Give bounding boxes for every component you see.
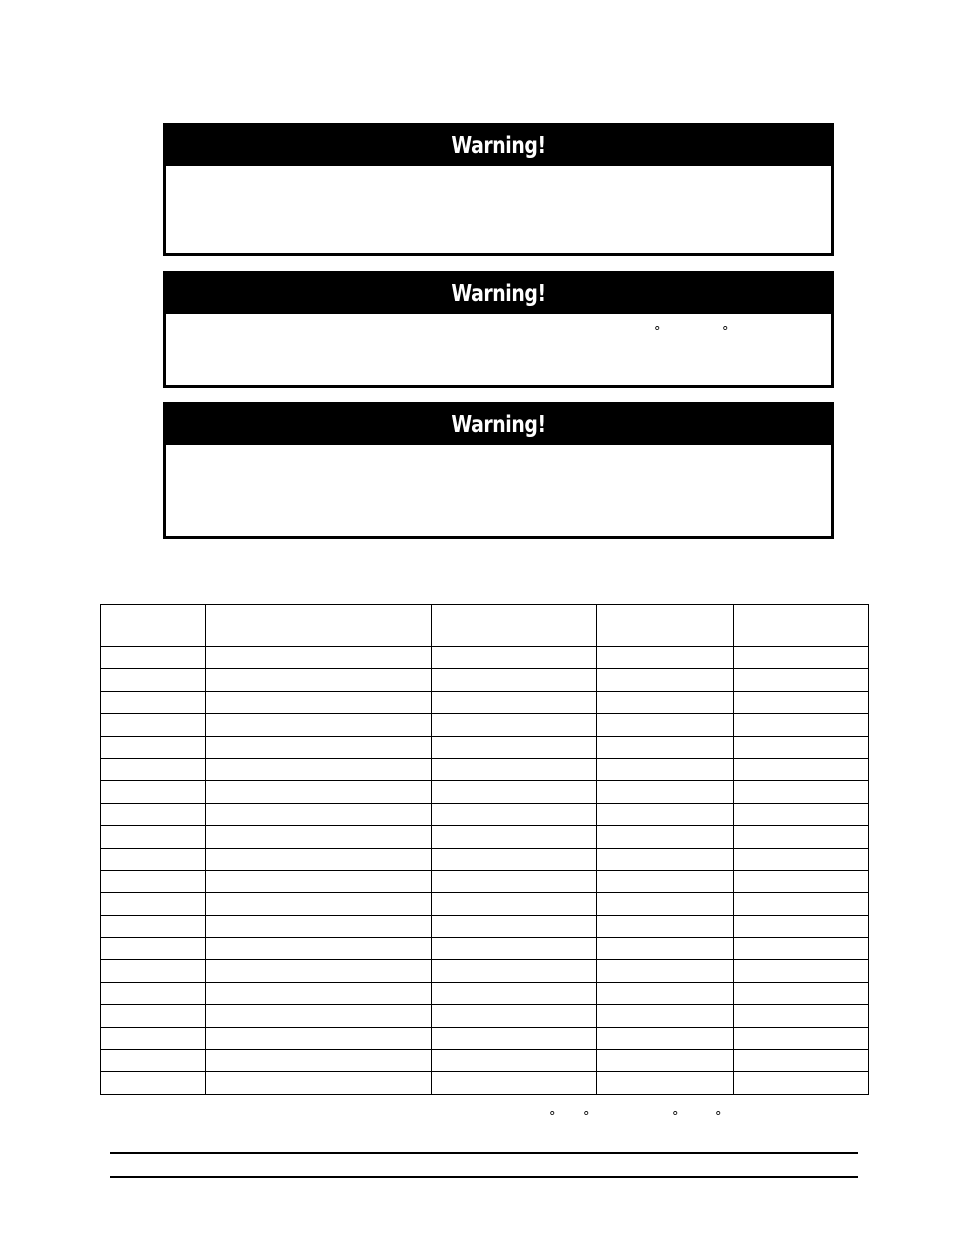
warning-title: Warning! (451, 133, 546, 159)
table-cell (206, 781, 432, 803)
table-cell (206, 915, 432, 937)
table-cell (597, 714, 734, 736)
warning-box-1 (163, 123, 834, 256)
table-cell (734, 893, 869, 915)
table-cell (206, 982, 432, 1004)
table-body (101, 647, 869, 1095)
table-cell (432, 803, 597, 825)
table-cell (101, 915, 206, 937)
table-cell (432, 669, 597, 691)
warning-body (166, 314, 831, 385)
table-cell (597, 669, 734, 691)
degree-symbol: ° (722, 325, 729, 340)
warning-header (166, 274, 831, 314)
warning-box-3 (163, 402, 834, 539)
table-cell (734, 781, 869, 803)
table-cell (206, 1072, 432, 1094)
table-cell (597, 826, 734, 848)
table-cell (734, 803, 869, 825)
table-row (101, 714, 869, 736)
table-cell (432, 758, 597, 780)
table-header-row (101, 605, 869, 647)
table-cell (734, 1005, 869, 1027)
table-row (101, 960, 869, 982)
degree-symbol: ° (549, 1110, 556, 1125)
warning-title: Warning! (451, 412, 546, 438)
table-row (101, 691, 869, 713)
table-cell (432, 826, 597, 848)
table-cell (734, 1050, 869, 1072)
table-row (101, 1072, 869, 1094)
table-header-cell (597, 605, 734, 647)
table-header-cell (101, 605, 206, 647)
table-cell (597, 736, 734, 758)
table-cell (101, 1072, 206, 1094)
table-cell (206, 960, 432, 982)
table-cell (206, 803, 432, 825)
table-row (101, 803, 869, 825)
table-cell (206, 938, 432, 960)
table-cell (206, 1050, 432, 1072)
table-cell (101, 803, 206, 825)
table-cell (101, 1050, 206, 1072)
table-cell (432, 647, 597, 669)
table-cell (432, 736, 597, 758)
table-cell (597, 982, 734, 1004)
table-cell (101, 691, 206, 713)
table-header-cell (734, 605, 869, 647)
warning-title: Warning! (451, 281, 546, 307)
horizontal-rule (110, 1176, 858, 1178)
table-cell (101, 982, 206, 1004)
table-cell (734, 870, 869, 892)
degree-symbol: ° (654, 325, 661, 340)
table-row (101, 915, 869, 937)
table-cell (206, 848, 432, 870)
degree-symbol: ° (715, 1110, 722, 1125)
table-cell (432, 870, 597, 892)
table-row (101, 647, 869, 669)
table-row (101, 826, 869, 848)
table-cell (597, 870, 734, 892)
table-cell (101, 893, 206, 915)
table-cell (597, 1005, 734, 1027)
table-cell (734, 714, 869, 736)
table-cell (597, 647, 734, 669)
table-row (101, 938, 869, 960)
table-cell (597, 691, 734, 713)
table-row (101, 893, 869, 915)
table-cell (734, 758, 869, 780)
table-cell (101, 938, 206, 960)
table-cell (432, 938, 597, 960)
data-table (100, 604, 869, 1095)
table-cell (734, 647, 869, 669)
table-cell (597, 960, 734, 982)
table-cell (432, 915, 597, 937)
table-cell (101, 1027, 206, 1049)
table-cell (432, 960, 597, 982)
table-cell (734, 982, 869, 1004)
table-cell (734, 960, 869, 982)
horizontal-rule (110, 1152, 858, 1154)
degree-symbol: ° (672, 1110, 679, 1125)
table-cell (597, 915, 734, 937)
table-cell (206, 714, 432, 736)
table-cell (597, 1072, 734, 1094)
table-row (101, 669, 869, 691)
table-cell (597, 938, 734, 960)
table-row (101, 1027, 869, 1049)
table-cell (101, 960, 206, 982)
table-cell (101, 848, 206, 870)
table-cell (597, 893, 734, 915)
table-row (101, 848, 869, 870)
table-cell (101, 781, 206, 803)
table-cell (597, 803, 734, 825)
table-cell (206, 1027, 432, 1049)
footnote-line (0, 1111, 954, 1127)
table-cell (206, 691, 432, 713)
table-cell (734, 915, 869, 937)
table-cell (101, 1005, 206, 1027)
table-cell (206, 893, 432, 915)
table-cell (101, 669, 206, 691)
table-cell (432, 781, 597, 803)
table-cell (206, 870, 432, 892)
table-cell (101, 758, 206, 780)
warning-body (166, 166, 831, 253)
table-cell (432, 982, 597, 1004)
table-cell (734, 826, 869, 848)
table-cell (432, 691, 597, 713)
table-row (101, 982, 869, 1004)
table-cell (734, 1027, 869, 1049)
table-cell (206, 1005, 432, 1027)
table-cell (432, 714, 597, 736)
table-cell (597, 758, 734, 780)
table-cell (432, 893, 597, 915)
table-cell (734, 669, 869, 691)
table-cell (101, 826, 206, 848)
table-cell (734, 736, 869, 758)
table-cell (597, 781, 734, 803)
table-cell (597, 1050, 734, 1072)
table-cell (206, 736, 432, 758)
table-row (101, 870, 869, 892)
table-cell (206, 758, 432, 780)
table-cell (101, 647, 206, 669)
degree-symbol: ° (583, 1110, 590, 1125)
table-cell (734, 938, 869, 960)
table-row (101, 1050, 869, 1072)
table-cell (206, 826, 432, 848)
table-cell (597, 1027, 734, 1049)
table-cell (432, 1050, 597, 1072)
table-cell (101, 714, 206, 736)
table-cell (734, 691, 869, 713)
table-cell (432, 1027, 597, 1049)
table-row (101, 781, 869, 803)
table-cell (101, 870, 206, 892)
table-row (101, 736, 869, 758)
table-cell (206, 669, 432, 691)
table-row (101, 758, 869, 780)
table-header-cell (432, 605, 597, 647)
table-row (101, 1005, 869, 1027)
table-cell (734, 1072, 869, 1094)
table-header-cell (206, 605, 432, 647)
table-cell (597, 848, 734, 870)
warning-header (166, 126, 831, 166)
table-cell (432, 848, 597, 870)
warning-box-2 (163, 271, 834, 388)
table-cell (101, 736, 206, 758)
warning-header (166, 405, 831, 445)
warning-body (166, 445, 831, 536)
table-cell (432, 1005, 597, 1027)
table-cell (432, 1072, 597, 1094)
table-cell (206, 647, 432, 669)
table-cell (734, 848, 869, 870)
